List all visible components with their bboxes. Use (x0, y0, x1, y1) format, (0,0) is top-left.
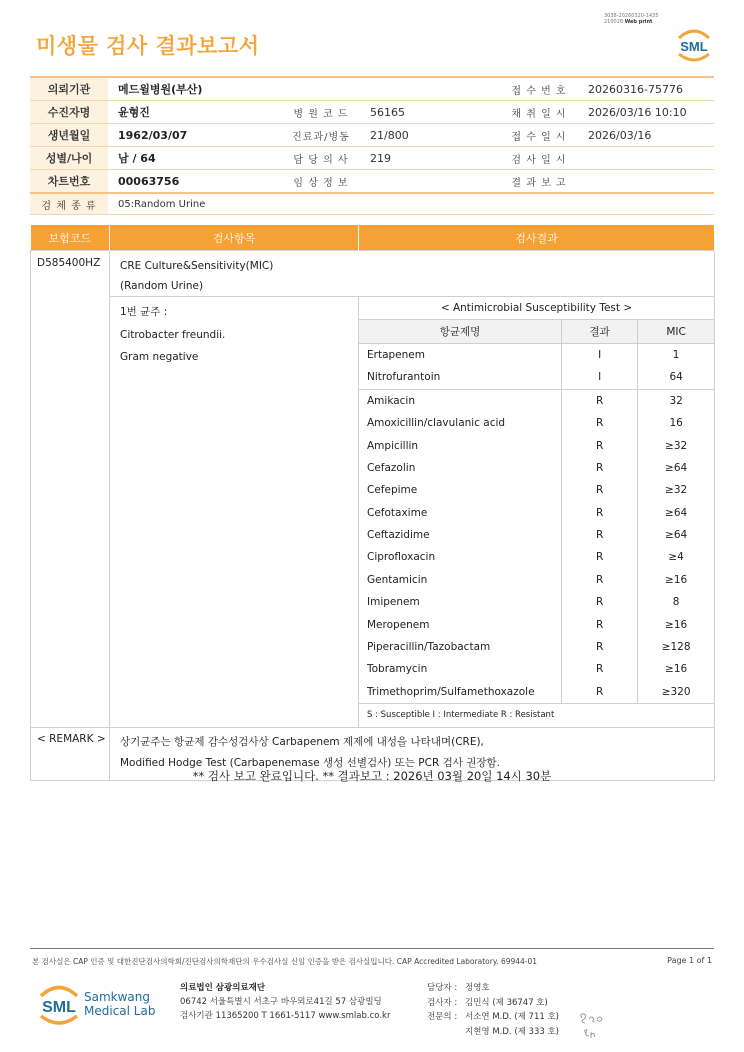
signature-image (578, 1010, 608, 1042)
patient-label-cell: 병 원 코 드 (282, 101, 360, 124)
ast-result: R (562, 546, 638, 568)
patient-value-cell: 21/800 (360, 124, 500, 147)
patient-label-cell: 담 당 의 사 (282, 147, 360, 170)
patient-value-cell: 윤형진 (108, 101, 282, 124)
patient-value-cell: 00063756 (108, 170, 282, 194)
patient-value-cell (578, 147, 714, 170)
patient-value-cell: 219 (360, 147, 500, 170)
patient-row (30, 101, 714, 124)
ast-row (359, 613, 714, 635)
ast-result: R (562, 412, 638, 434)
patient-label-cell: 수진자명 (30, 101, 108, 124)
ast-cell (359, 297, 715, 728)
ast-row (359, 569, 714, 591)
patient-label-cell: 채 취 일 시 (500, 101, 578, 124)
ast-row (359, 434, 714, 456)
staff-row (427, 996, 559, 1011)
patient-value-cell: 56165 (360, 101, 500, 124)
patient-row (30, 147, 714, 170)
print-info (604, 13, 659, 25)
patient-row (30, 170, 714, 194)
remark-label: < REMARK > (31, 728, 110, 781)
staff-list (427, 981, 559, 1039)
ast-row (359, 524, 714, 546)
test-name: CRE Culture&Sensitivity(MIC) (120, 260, 274, 272)
ast-result: R (562, 636, 638, 658)
ast-result: R (562, 658, 638, 680)
ast-drug-name: Cefepime (367, 484, 418, 497)
ast-row (359, 658, 714, 680)
results-table (30, 225, 715, 781)
patient-row (30, 77, 714, 101)
print-id: 3038-20260320-1435 (604, 13, 659, 19)
ast-row (359, 479, 714, 501)
sml-logo (675, 26, 713, 62)
ast-row (359, 591, 714, 613)
ast-header-drug: 항균제명 (359, 320, 562, 343)
ast-result: R (562, 389, 638, 412)
ast-legend: S : Susceptible I : Intermediate R : Resistant (359, 704, 714, 726)
patient-value-cell (578, 170, 714, 194)
patient-label-cell: 의뢰기관 (30, 77, 108, 101)
header-insurance-code: 보험코드 (31, 225, 110, 251)
header-test-result: 검사결과 (359, 225, 715, 251)
patient-label-cell: 차트번호 (30, 170, 108, 194)
ast-row (359, 412, 714, 434)
page-number: Page 1 of 1 (667, 956, 712, 965)
staff-name: 서소연 M.D. (제 711 호) (465, 1012, 560, 1022)
ast-mic: 32 (638, 389, 714, 412)
ast-result: R (562, 569, 638, 591)
brand-line-2: Medical Lab (84, 1004, 156, 1018)
ast-row (359, 681, 714, 704)
test-specimen: (Random Urine) (120, 280, 204, 292)
patient-value-cell: 2026/03/16 10:10 (578, 101, 714, 124)
ast-header-result: 결과 (562, 320, 638, 343)
ast-row (359, 457, 714, 479)
staff-name: 정영호 (465, 983, 490, 993)
remark-line-2: Modified Hodge Test (Carbapenemase 생성 선별검사) 또는 PCR 검사 권장함. (120, 757, 500, 769)
ast-drug-name: Amikacin (367, 394, 416, 407)
staff-role: 검사자 : (427, 997, 458, 1008)
staff-name: 지현영 M.D. (제 333 호) (465, 1026, 560, 1037)
ast-mic: ≥64 (638, 502, 714, 524)
patient-value-cell: 1962/03/07 (108, 124, 282, 147)
ast-drug-name: Ertapenem (367, 348, 425, 361)
ast-drug-name: Imipenem (367, 596, 420, 609)
ast-drug-name: Trimethoprim/Sulfamethoxazole (367, 685, 535, 698)
staff-name: 김민식 (제 36747 호) (465, 997, 548, 1008)
org-name: 의료법인 삼광의료재단 (180, 983, 266, 993)
ast-drug-name: Amoxicillin/clavulanic acid (367, 417, 506, 430)
organism-label: 1번 균주 : (120, 306, 168, 318)
patient-value-cell: 20260316-75776 (578, 77, 714, 101)
ast-result: R (562, 524, 638, 546)
insurance-code: D585400HZ (31, 251, 110, 728)
contact-line: 검사기관 11365200 T 1661-5117 www.smlab.co.kr (180, 1011, 391, 1021)
ast-drug-name: Tobramycin (367, 663, 428, 676)
ast-mic: ≥4 (638, 546, 714, 568)
ast-drug-name: Ampicillin (367, 439, 419, 452)
patient-label-cell: 검 사 일 시 (500, 147, 578, 170)
patient-label-cell: 접 수 일 시 (500, 124, 578, 147)
ast-result: R (562, 479, 638, 501)
ast-result: R (562, 457, 638, 479)
ast-row (359, 343, 714, 366)
ast-drug-name: Nitrofurantoin (359, 366, 562, 389)
test-name-cell (110, 251, 715, 297)
ast-mic: 8 (638, 591, 714, 613)
cap-accreditation: 본 검사실은 CAP 인증 및 대한진단검사의학회/진단검사의학재단의 우수검사실 신임 인증을 받은 검사실입니다. CAP Accredited Laboratory. 69944-01 (32, 957, 538, 966)
lab-address (180, 981, 390, 1023)
ast-result: R (562, 434, 638, 456)
ast-row (359, 389, 714, 412)
patient-value-cell: 남 / 64 (108, 147, 282, 170)
ast-drug-name: Gentamicin (367, 573, 428, 586)
ast-drug-name: Ciprofloxacin (367, 551, 436, 564)
ast-result: R (562, 502, 638, 524)
remark-line-1: 상기균주는 항균제 감수성검사상 Carbapenem 제제에 내성을 나타내며(CRE), (120, 736, 484, 748)
ast-mic: ≥64 (638, 524, 714, 546)
ast-mic: 64 (638, 366, 714, 389)
ast-row (359, 366, 714, 389)
patient-label-cell: 생년월일 (30, 124, 108, 147)
brand-line-1: Samkwang (84, 990, 150, 1004)
specimen-label: 검 체 종 류 (30, 193, 108, 215)
ast-header-mic: MIC (638, 320, 714, 343)
print-sub: 210028 (604, 19, 624, 25)
staff-role: 전문의 : (427, 1012, 458, 1022)
sml-logo-text: SML (680, 39, 708, 54)
patient-info-table (30, 76, 714, 215)
header-test-item: 검사항목 (110, 225, 359, 251)
ast-drug-name: Meropenem (367, 618, 430, 631)
ast-result: I (562, 343, 638, 366)
organism-cell (110, 297, 359, 728)
ast-row (359, 502, 714, 524)
patient-value-cell (360, 77, 500, 101)
ast-drug-name: Piperacillin/Tazobactam (367, 641, 491, 654)
specimen-row (30, 193, 714, 215)
print-mode: Web print (624, 19, 653, 25)
specimen-value: 05:Random Urine (108, 193, 714, 215)
ast-result: I (562, 366, 638, 389)
ast-mic: ≥16 (638, 658, 714, 680)
ast-row (359, 636, 714, 658)
ast-drug-name: Cefotaxime (367, 506, 428, 519)
staff-row (427, 981, 559, 996)
ast-mic: 1 (638, 343, 714, 366)
staff-row (427, 1025, 559, 1040)
completion-notice: ** 검사 보고 완료입니다. ** 결과보고 : 2026년 03월 20일 14시 30분 (192, 769, 552, 783)
ast-title: < Antimicrobial Susceptibility Test > (359, 297, 714, 320)
ast-mic: ≥16 (638, 569, 714, 591)
footer-divider (30, 948, 714, 949)
patient-value-cell: 메드윌병원(부산) (108, 77, 282, 101)
staff-row (427, 1010, 559, 1025)
organism-name: Citrobacter freundii. (120, 328, 226, 341)
patient-label-cell: 접 수 번 호 (500, 77, 578, 101)
patient-value-cell (360, 170, 500, 194)
staff-role: 담당자 : (427, 983, 458, 993)
ast-result: R (562, 591, 638, 613)
ast-mic: ≥320 (638, 681, 714, 704)
samkwang-logo (36, 982, 82, 1026)
results-header-row (31, 225, 715, 251)
patient-label-cell: 결 과 보 고 (500, 170, 578, 194)
ast-mic: ≥16 (638, 613, 714, 635)
ast-drug-name: Ceftazidime (367, 529, 430, 542)
ast-mic: ≥32 (638, 434, 714, 456)
patient-value-cell: 2026/03/16 (578, 124, 714, 147)
report-title: 미생물 검사 결과보고서 (36, 34, 260, 58)
ast-row (359, 546, 714, 568)
patient-label-cell (282, 77, 360, 101)
samkwang-logo-text: SML (42, 999, 76, 1016)
ast-drug-name: Cefazolin (367, 461, 416, 474)
patient-row (30, 124, 714, 147)
ast-table (359, 297, 714, 725)
patient-label-cell: 진료과/병동 (282, 124, 360, 147)
ast-mic: ≥64 (638, 457, 714, 479)
brand-name (84, 990, 155, 1018)
patient-label-cell: 성별/나이 (30, 147, 108, 170)
ast-result: R (562, 681, 638, 704)
gram-stain: Gram negative (120, 351, 199, 363)
ast-mic: ≥128 (638, 636, 714, 658)
address-line: 06742 서울특별시 서초구 바우뫼로41길 57 삼광빌딩 (180, 997, 382, 1007)
patient-label-cell: 임 상 정 보 (282, 170, 360, 194)
ast-mic: ≥32 (638, 479, 714, 501)
ast-result: R (562, 613, 638, 635)
ast-mic: 16 (638, 412, 714, 434)
